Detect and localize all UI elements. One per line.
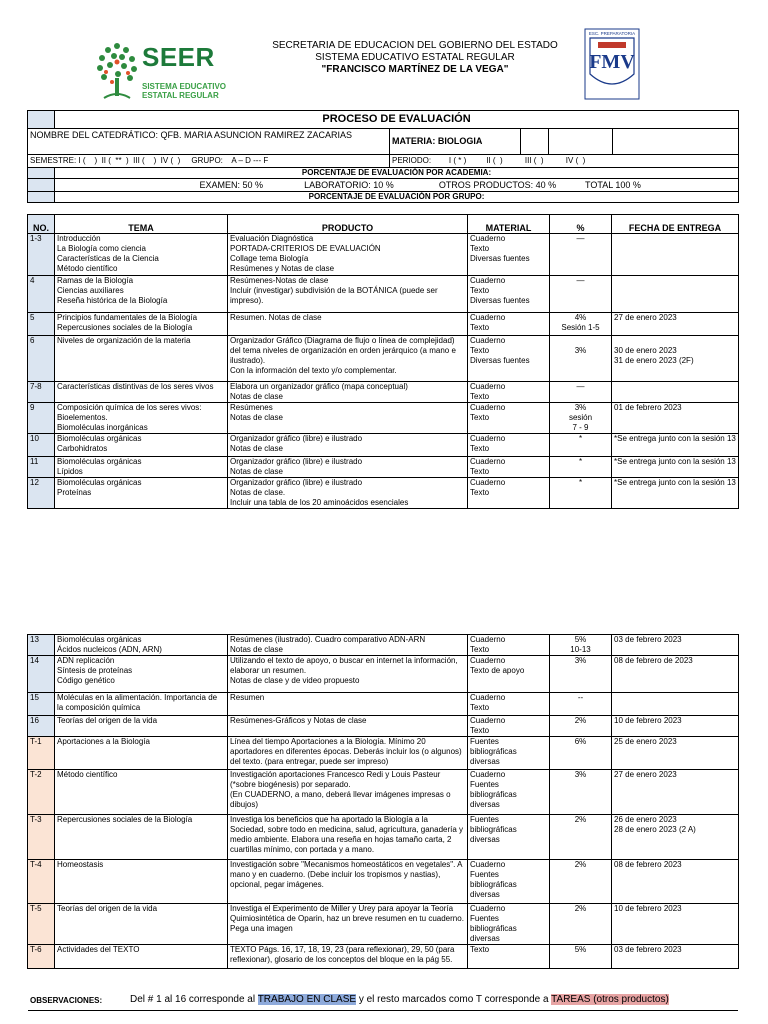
row-fecha: *Se entrega junto con la sesión 13 xyxy=(612,457,739,478)
row-percent: * xyxy=(550,457,612,478)
academy-percent-title: PORCENTAJE DE EVALUACIÓN POR ACADEMIA: xyxy=(55,168,739,179)
homework-highlight: TAREAS (otros productos) xyxy=(551,994,669,1005)
row-tema: Principios fundamentales de la Biología Repercusiones sociales de la Biología xyxy=(55,313,228,336)
row-fecha: 08 de febrero 2023 xyxy=(612,860,739,904)
row-fecha: 30 de enero 2023 31 de enero 2023 (2F) xyxy=(612,336,739,382)
row-number: 10 xyxy=(28,434,55,457)
row-producto: Resúmenes-Notas de clase Incluir (investigar) subdivisión de la BOTÁNICA (puede ser impreso). xyxy=(228,276,468,313)
row-number: 11 xyxy=(28,457,55,478)
row-fecha xyxy=(612,693,739,716)
row-fecha: 03 de febrero 2023 xyxy=(612,635,739,656)
row-number: 4 xyxy=(28,276,55,313)
teacher-name: NOMBRE DEL CATEDRÁTICO: QFB. MARIA ASUNCION RAMIREZ ZACARIAS xyxy=(28,129,390,155)
row-number: 15 xyxy=(28,693,55,716)
row-material: Cuaderno Texto xyxy=(468,635,550,656)
row-tema: Moléculas en la alimentación. Importancia de la composición química xyxy=(55,693,228,716)
activities-table-2 xyxy=(27,634,739,969)
seer-tree-icon xyxy=(94,40,140,100)
table-row xyxy=(28,737,739,770)
table-row xyxy=(28,904,739,945)
table-row xyxy=(28,860,739,904)
table-row xyxy=(28,276,739,313)
row-percent: -- xyxy=(550,693,612,716)
table-row xyxy=(28,382,739,403)
semester-group: SEMESTRE: I ( ) II ( ** ) III ( ) IV ( ) GRUPO: A – D --- F xyxy=(28,155,390,168)
row-percent: 5% 10-13 xyxy=(550,635,612,656)
total-percent: TOTAL 100 % xyxy=(585,180,641,190)
table-row xyxy=(28,945,739,969)
row-percent: * xyxy=(550,434,612,457)
table-row xyxy=(28,770,739,815)
page-header xyxy=(0,0,768,110)
academy-percent-row xyxy=(55,179,739,192)
row-material: Cuaderno Texto Diversas fuentes xyxy=(468,336,550,382)
observations-text: Del # 1 al 16 corresponde al TRABAJO EN CLASE y el resto marcados como T corresponde a TAREAS (otros productos) xyxy=(130,994,669,1005)
row-number: T-3 xyxy=(28,815,55,860)
seer-logo xyxy=(94,40,227,102)
row-producto: Resúmenes-Gráficos y Notas de clase xyxy=(228,716,468,737)
table-row xyxy=(28,656,739,693)
row-fecha xyxy=(612,234,739,276)
row-producto: Organizador gráfico (libre) e ilustrado Notas de clase xyxy=(228,434,468,457)
row-percent: * xyxy=(550,478,612,509)
row-number: 13 xyxy=(28,635,55,656)
header-line-2: SISTEMA EDUCATIVO ESTATAL REGULAR xyxy=(315,52,515,63)
subject-name: MATERIA: BIOLOGIA xyxy=(390,129,521,155)
row-number: 5 xyxy=(28,313,55,336)
col-header-percent: % xyxy=(550,215,612,234)
row-percent: 3% xyxy=(550,770,612,815)
row-material: Texto xyxy=(468,945,550,969)
crest-initials: FMV xyxy=(589,51,635,73)
row-producto: Resumen xyxy=(228,693,468,716)
row-tema: Teorías del origen de la vida xyxy=(55,904,228,945)
row-percent: 6% xyxy=(550,737,612,770)
row-tema: Repercusiones sociales de la Biología xyxy=(55,815,228,860)
row-tema: Biomoléculas orgánicas Proteínas xyxy=(55,478,228,509)
row-tema: Niveles de organización de la materia xyxy=(55,336,228,382)
row-producto: Evaluación Diagnóstica PORTADA-CRITERIOS DE EVALUACIÓN Collage tema Biología Resúmenes y Notas de clase xyxy=(228,234,468,276)
row-producto: Investiga los beneficios que ha aportado la Biología a la Sociedad, sobre todo en medicina, salud, agricultura, ganadería y medio ambiente. Elabora una reseña en hojas tamaño carta, 2 cuartillas mínimo, con portada y a mano. xyxy=(228,815,468,860)
col-header-no: NO. xyxy=(28,215,55,234)
row-producto: TEXTO Págs. 16, 17, 18, 19, 23 (para reflexionar), 29, 50 (para reflexionar), glosario de los conceptos del bloque en la pág 55. xyxy=(228,945,468,969)
row-number: 14 xyxy=(28,656,55,693)
row-material: Cuaderno Texto xyxy=(468,434,550,457)
row-percent: 2% xyxy=(550,815,612,860)
row-fecha: 10 de febrero 2023 xyxy=(612,716,739,737)
row-percent: — xyxy=(550,382,612,403)
row-fecha: 10 de febrero 2023 xyxy=(612,904,739,945)
row-tema: Biomoléculas orgánicas Ácidos nucleicos (ADN, ARN) xyxy=(55,635,228,656)
col-header-material: MATERIAL xyxy=(468,215,550,234)
exam-percent: EXAMEN: 50 % xyxy=(199,180,264,190)
row-fecha: 27 de enero 2023 xyxy=(612,313,739,336)
row-producto: Investiga el Experimento de Miller y Urey para apoyar la Teoría Quimiosintética de Oparin, haz un breve resumen en tu cuaderno. Pega una imagen xyxy=(228,904,468,945)
row-producto: Investigación aportaciones Francesco Redi y Louis Pasteur (*sobre biogénesis) por separado. (En CUADERNO, a mano, deberá llevar imágenes impresas o dibujos) xyxy=(228,770,468,815)
row-tema: Teorías del origen de la vida xyxy=(55,716,228,737)
row-producto: Organizador gráfico (libre) e ilustrado Notas de clase. Incluir una tabla de los 20 aminoácidos esenciales xyxy=(228,478,468,509)
row-number: 1-3 xyxy=(28,234,55,276)
table-row xyxy=(28,403,739,434)
row-tema: Introducción La Biología como ciencia Características de la Ciencia Método científico xyxy=(55,234,228,276)
row-fecha: 25 de enero 2023 xyxy=(612,737,739,770)
group-percent-title: PORCENTAJE DE EVALUACIÓN POR GRUPO: xyxy=(55,192,739,203)
row-percent: 5% xyxy=(550,945,612,969)
table-row xyxy=(28,434,739,457)
row-material: Cuaderno Texto xyxy=(468,478,550,509)
row-percent: 4% Sesión 1-5 xyxy=(550,313,612,336)
row-tema: Características distintivas de los seres vivos xyxy=(55,382,228,403)
row-material: Cuaderno Texto xyxy=(468,716,550,737)
row-number: 16 xyxy=(28,716,55,737)
table-row xyxy=(28,635,739,656)
row-number: 7-8 xyxy=(28,382,55,403)
row-percent: — xyxy=(550,276,612,313)
row-fecha: 08 de febrero de 2023 xyxy=(612,656,739,693)
row-number: 6 xyxy=(28,336,55,382)
table-row xyxy=(28,234,739,276)
row-number: T-6 xyxy=(28,945,55,969)
header-line-1: SECRETARIA DE EDUCACION DEL GOBIERNO DEL ESTADO xyxy=(272,40,558,51)
period: PERIODO: I ( * ) II ( ) III ( ) IV ( ) xyxy=(390,155,739,168)
seer-subtitle: SISTEMA EDUCATIVO ESTATAL REGULAR xyxy=(142,82,227,100)
crest-caption: ESC. PREPARATORIA xyxy=(588,31,636,36)
row-fecha: 27 de enero 2023 xyxy=(612,770,739,815)
row-fecha: 01 de febrero 2023 xyxy=(612,403,739,434)
row-fecha xyxy=(612,382,739,403)
row-fecha: 03 de febrero 2023 xyxy=(612,945,739,969)
row-number: T-4 xyxy=(28,860,55,904)
row-producto: Resúmenes (ilustrado). Cuadro comparativo ADN-ARN Notas de clase xyxy=(228,635,468,656)
observations-label: OBSERVACIONES: xyxy=(30,996,103,1005)
school-crest-icon xyxy=(584,28,640,100)
institution-header xyxy=(230,40,600,76)
table-row xyxy=(28,478,739,509)
row-fecha: *Se entrega junto con la sesión 13 xyxy=(612,434,739,457)
page-title: PROCESO DE EVALUACIÓN xyxy=(55,111,739,129)
row-producto: Utilizando el texto de apoyo, o buscar en internet la información, elaborar un resumen. Notas de clase y de video propuesto xyxy=(228,656,468,693)
row-material: Cuaderno Texto de apoyo xyxy=(468,656,550,693)
row-tema: ADN replicación Síntesis de proteínas Código genético xyxy=(55,656,228,693)
row-material: Cuaderno Texto Diversas fuentes xyxy=(468,234,550,276)
divider xyxy=(28,1010,738,1011)
row-material: Cuaderno Fuentes bibliográficas diversas xyxy=(468,904,550,945)
row-percent: 2% xyxy=(550,716,612,737)
row-material: Cuaderno Texto xyxy=(468,457,550,478)
row-tema: Homeostasis xyxy=(55,860,228,904)
activities-table-1 xyxy=(27,214,739,509)
col-header-tema: TEMA xyxy=(55,215,228,234)
table-row xyxy=(28,457,739,478)
row-producto: Organizador gráfico (libre) e ilustrado Notas de clase xyxy=(228,457,468,478)
table-row xyxy=(28,313,739,336)
row-percent: 2% xyxy=(550,904,612,945)
row-fecha xyxy=(612,276,739,313)
table-row xyxy=(28,693,739,716)
row-material: Cuaderno Fuentes bibliográficas diversas xyxy=(468,860,550,904)
row-fecha: 26 de enero 2023 28 de enero 2023 (2 A) xyxy=(612,815,739,860)
table-row xyxy=(28,716,739,737)
row-producto: Línea del tiempo Aportaciones a la Biología. Mínimo 20 aportadores en diferentes épocas. Deberás incluir los (o algunos) del texto. (para entregar, puede ser impreso) xyxy=(228,737,468,770)
row-tema: Actividades del TEXTO xyxy=(55,945,228,969)
row-material: Fuentes bibliográficas diversas xyxy=(468,815,550,860)
row-material: Cuaderno Texto xyxy=(468,382,550,403)
row-number: 12 xyxy=(28,478,55,509)
row-material: Cuaderno Texto Diversas fuentes xyxy=(468,276,550,313)
row-percent: 3% xyxy=(550,656,612,693)
row-percent: — xyxy=(550,234,612,276)
row-material: Cuaderno Texto xyxy=(468,313,550,336)
row-material: Cuaderno Texto xyxy=(468,403,550,434)
table-row xyxy=(28,815,739,860)
evaluation-info-table xyxy=(27,110,739,203)
row-number: T-5 xyxy=(28,904,55,945)
others-percent: OTROS PRODUCTOS: 40 % xyxy=(438,180,557,190)
row-percent: 3% sesión 7 - 9 xyxy=(550,403,612,434)
row-producto: Elabora un organizador gráfico (mapa conceptual) Notas de clase xyxy=(228,382,468,403)
row-material: Cuaderno Fuentes bibliográficas diversas xyxy=(468,770,550,815)
row-producto: Investigación sobre "Mecanismos homeostáticos en vegetales". A mano y en cuaderno. (Debe incluir los tropismos y nastias), opcional, pegar imágenes. xyxy=(228,860,468,904)
row-percent: 3% xyxy=(550,336,612,382)
row-tema: Ramas de la Biología Ciencias auxiliares Reseña histórica de la Biología xyxy=(55,276,228,313)
row-tema: Biomoléculas orgánicas Carbohidratos xyxy=(55,434,228,457)
row-material: Fuentes bibliográficas diversas xyxy=(468,737,550,770)
row-producto: Resumen. Notas de clase xyxy=(228,313,468,336)
school-name: "FRANCISCO MARTÍNEZ DE LA VEGA" xyxy=(321,64,509,75)
row-number: T-2 xyxy=(28,770,55,815)
row-fecha: *Se entrega junto con la sesión 13 xyxy=(612,478,739,509)
lab-percent: LABORATORIO: 10 % xyxy=(304,180,394,190)
row-number: 9 xyxy=(28,403,55,434)
row-producto: Resúmenes Notas de clase xyxy=(228,403,468,434)
col-header-producto: PRODUCTO xyxy=(228,215,468,234)
column-headers xyxy=(28,215,739,234)
row-tema: Biomoléculas orgánicas Lípidos xyxy=(55,457,228,478)
row-material: Cuaderno Texto xyxy=(468,693,550,716)
row-tema: Aportaciones a la Biología xyxy=(55,737,228,770)
seer-wordmark: SEER xyxy=(142,42,215,72)
col-header-fecha: FECHA DE ENTREGA xyxy=(612,215,739,234)
table-row xyxy=(28,336,739,382)
row-tema: Composición química de los seres vivos: Bioelementos. Biomoléculas inorgánicas xyxy=(55,403,228,434)
row-percent: 2% xyxy=(550,860,612,904)
row-tema: Método científico xyxy=(55,770,228,815)
row-producto: Organizador Gráfico (Diagrama de flujo o línea de complejidad) del tema niveles de organización en orden jerárquico (a mano e ilustrado). Con la información del texto y/o complementar. xyxy=(228,336,468,382)
row-number: T-1 xyxy=(28,737,55,770)
class-work-highlight: TRABAJO EN CLASE xyxy=(257,994,357,1005)
